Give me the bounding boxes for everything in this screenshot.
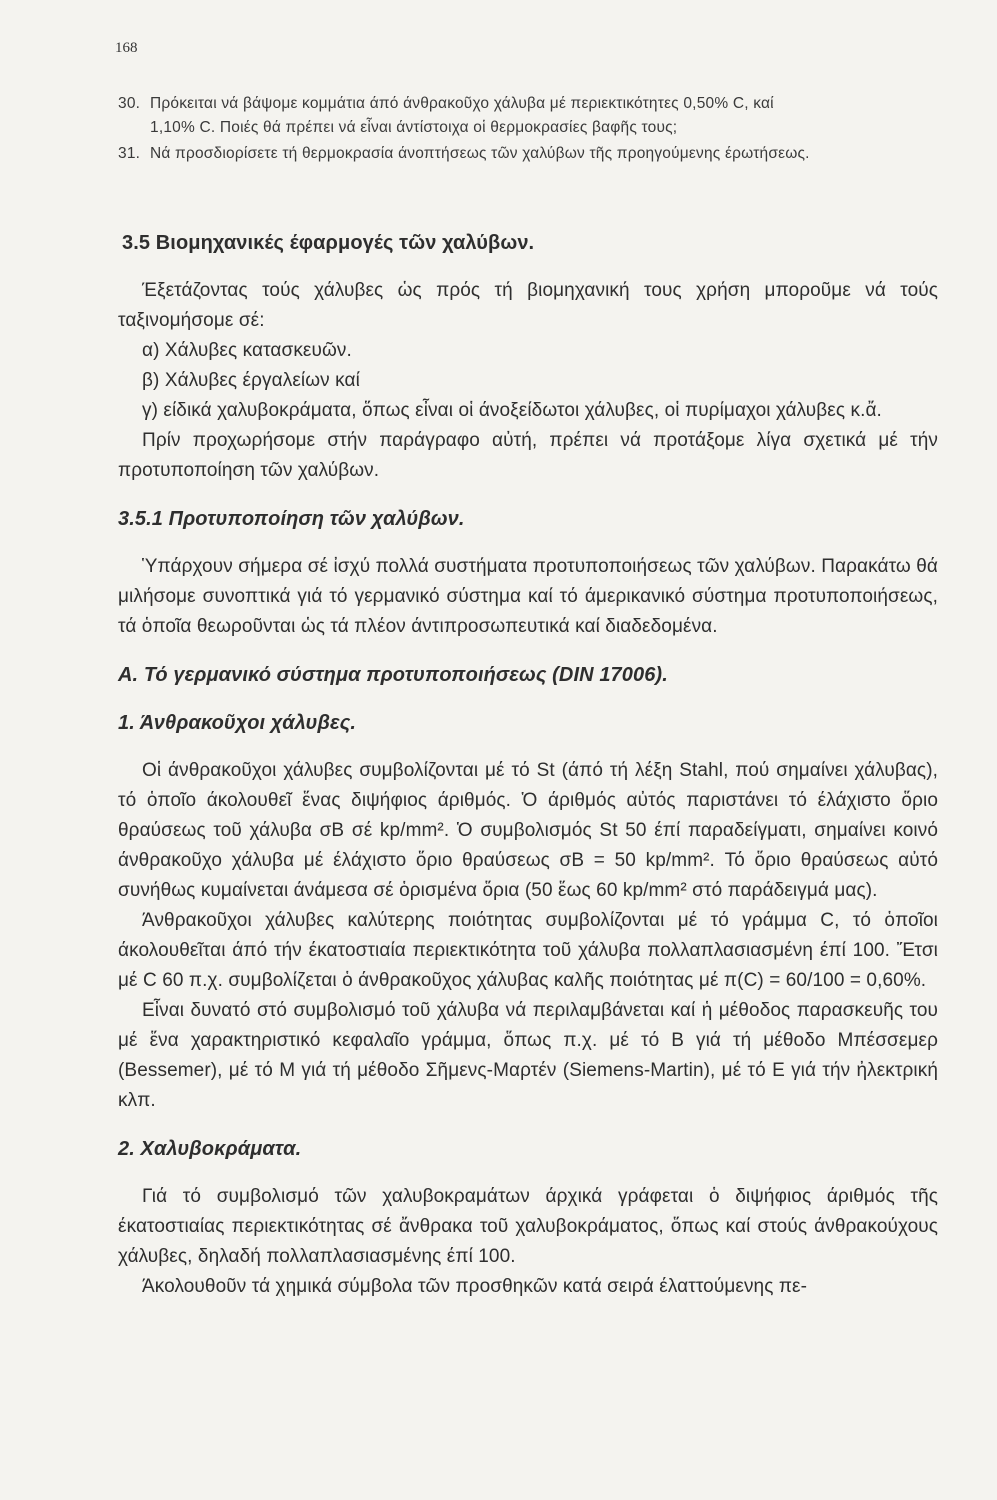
exercise-number: 30. <box>118 95 141 112</box>
alloy-paragraph-2: Άκολουθοῦν τά χημικά σύμβολα τῶν προσθηκῶν κατά σειρά έλαττούμενης πε- <box>142 1276 808 1297</box>
list-item-c: γ) είδικά χαλυβοκράματα, ὅπως εἶναι οἱ άνοξείδωτοι χάλυβες, οἱ πυρίμαχοι χάλυβες κ.ἄ. <box>142 400 882 421</box>
carbon-paragraph-3: Εἶναι δυνατό στό συμβολισμό τοῦ χάλυβα νά περιλαμβάνεται καί ἡ μέθοδος παρασκευῆς του μέ ἕνα χαρακτηριστικό κεφαλαῖο γράμμα, ὅπως π.χ. μέ τό B γιά τή μέθοδο Μπέσσεμερ (Bessemer), μέ τό M γιά τή μέθοδο Σῆμενς-Μαρτέν (Siemens-Martin), μέ τό E γιά τήν ἠλεκτρική κλπ. <box>118 1000 938 1111</box>
alloy-paragraph-1: Γιά τό συμβολισμό τῶν χαλυβοκραμάτων άρχικά γράφεται ὁ διψήφιος άριθμός τῆς έκατοστιαίας περιεκτικότητας σέ ἄνθρακα τοῦ χαλυβοκράματος, ὅπως καί στούς άνθρακούχους χάλυβες, δηλαδή πολλαπλασιασμένης έπί 100. <box>118 1186 938 1267</box>
intro-paragraph: Έξετάζοντας τούς χάλυβες ὡς πρός τή βιομηχανική τους χρήση μποροῦμε νά τούς ταξινομήσομε σέ: <box>118 280 938 331</box>
heading-german-system: Α. Τό γερμανικό σύστημα προτυποποιήσεως (DIN 17006). <box>118 664 668 686</box>
exercise-item <box>118 142 938 166</box>
exercise-item <box>118 92 938 140</box>
exercise-text: Πρόκειται νά βάψομε κομμάτια άπό άνθρακοῦχο χάλυβα μέ περιεκτικότητες 0,50% C, καί <box>150 95 774 112</box>
exercise-list <box>118 92 938 168</box>
subsection-heading: 3.5.1 Προτυποποίηση τῶν χαλύβων. <box>118 508 465 530</box>
list-item-a: α) Χάλυβες κατασκευῶν. <box>142 340 352 361</box>
intro-paragraph-2: Πρίν προχωρήσομε στήν παράγραφο αὐτή, πρέπει νά προτάξομε λίγα σχετικά μέ τήν προτυποποίηση τῶν χαλύβων. <box>118 430 938 481</box>
list-item-b: β) Χάλυβες έργαλείων καί <box>142 370 360 391</box>
carbon-paragraph-2: Άνθρακοῦχοι χάλυβες καλύτερης ποιότητας συμβολίζονται μέ τό γράμμα C, τό ὁποῖοι άκολουθεῖται άπό τήν έκατοστιαία περιεκτικότητα τοῦ χάλυβα πολλαπλασιασμένη έπί 100. Ἔτσι μέ C 60 π.χ. συμβολίζεται ὁ άνθρακοῦχος χάλυβας καλῆς ποιότητας μέ π(C) = 60/100 = 0,60%. <box>118 910 938 991</box>
exercise-text-continued: 1,10% C. Ποιές θά πρέπει νά εἶναι άντίστοιχα οἱ θερμοκρασίες βαφῆς τους; <box>150 119 678 136</box>
carbon-paragraph-1: Οἱ άνθρακοῦχοι χάλυβες συμβολίζονται μέ τό St (άπό τή λέξη Stahl, πού σημαίνει χάλυβας), τό ὁποῖο άκολουθεῖ ἕνας διψήφιος άριθμός. Ὁ άριθμός αὐτός παριστάνει τό έλάχιστο ὅριο θραύσεως τοῦ χάλυβα σB σέ kp/mm². Ὁ συμβολισμός St 50 έπί παραδείγματι, σημαίνει κοινό άνθρακοῦχο χάλυβα μέ έλάχιστο ὅριο θραύσεως σB = 50 kp/mm². Τό ὅριο θραύσεως αὐτό συνήθως κυμαίνεται άνάμεσα σέ ὁρισμένα ὅρια (50 ἕως 60 kp/mm² στό παράδειγμά μας). <box>118 760 938 901</box>
page-number: 168 <box>115 40 138 56</box>
exercise-text: Νά προσδιορίσετε τή θερμοκρασία άνοπτήσεως τῶν χαλύβων τῆς προηγούμενης έρωτήσεως. <box>150 145 810 162</box>
exercise-number: 31. <box>118 145 141 162</box>
standards-paragraph: Ὑπάρχουν σήμερα σέ ἰσχύ πολλά συστήματα προτυποποιήσεως τῶν χαλύβων. Παρακάτω θά μιλήσομε συνοπτικά γιά τό γερμανικό σύστημα καί τό άμερικανικό σύστημα προτυποποιήσεως, τά ὁποῖα θεωροῦνται ὡς τά πλέον άντιπροσωπευτικά καί διαδεδομένα. <box>118 556 938 637</box>
heading-carbon-steels: 1. Άνθρακοῦχοι χάλυβες. <box>118 712 357 734</box>
section-heading: 3.5 Βιομηχανικές έφαρμογές τῶν χαλύβων. <box>122 232 535 254</box>
main-content <box>118 228 938 1302</box>
heading-alloys: 2. Χαλυβοκράματα. <box>118 1138 302 1160</box>
